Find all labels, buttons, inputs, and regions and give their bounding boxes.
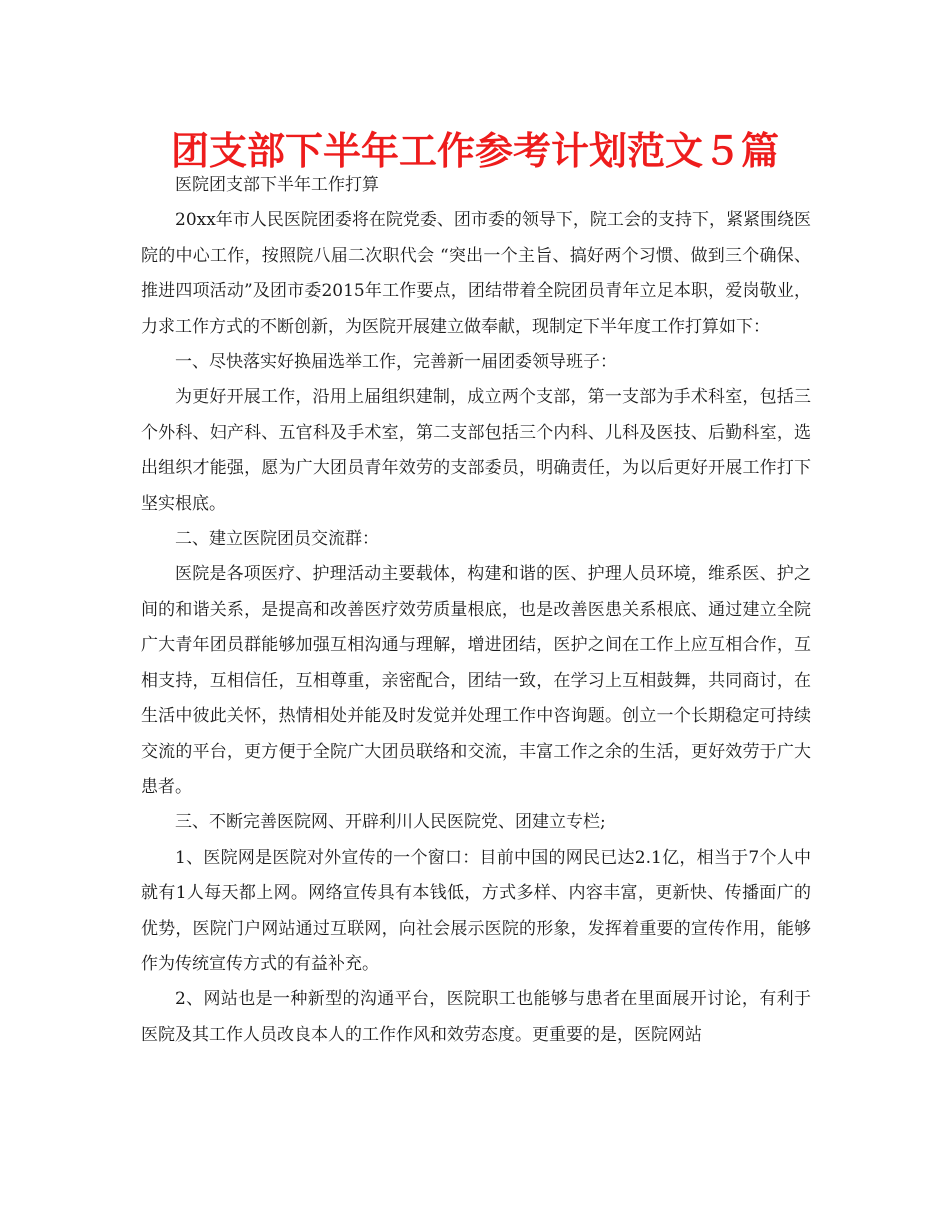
paragraph: 20xx年市人民医院团委将在院党委、团市委的领导下，院工会的支持下，紧紧围绕医院的中心工作，按照院八届二次职代会 “突出一个主旨、搞好两个习惯、做到三个确保、推进四项活动”及团市委2015年工作要点，团结带着全院团员青年立足本职，爱岗敬业，力求工作方式的不断创新，为医院开展建立做奉献，现制定下半年度工作打算如下： [141, 210, 811, 337]
paragraph: 医院是各项医疗、护理活动主要载体，构建和谐的医、护理人员环境，维系医、护之间的和谐关系，是提高和改善医疗效劳质量根底，也是改善医患关系根底、通过建立全院广大青年团员群能够加强互相沟通与理解，增进团结，医护之间在工作上应互相合作，互相支持，互相信任，互相尊重，亲密配合，团结一致，在学习上互相鼓舞，共同商讨，在生活中彼此关怀，热情相处并能及时发觉并处理工作中咨询题。创立一个长期稳定可持续交流的平台，更方便于全院广大团员联络和交流，丰富工作之余的生活，更好效劳于广大患者。 [141, 564, 811, 797]
paragraph: 三、不断完善医院网、开辟利川人民医院党、团建立专栏; [175, 812, 606, 833]
document-title: 团支部下半年工作参考计划范文５篇 [170, 129, 779, 173]
document-body [141, 168, 811, 1053]
paragraph: 2、网站也是一种新型的沟通平台，医院职工也能够与患者在里面展开讨论，有利于医院及其工作人员改良本人的工作作风和效劳态度。更重要的是，医院网站 [141, 989, 811, 1045]
paragraph: 一、尽快落实好换届选举工作，完善新一届团委领导班子： [175, 352, 617, 373]
paragraph: 为更好开展工作，沿用上届组织建制，成立两个支部，第一支部为手术科室，包括三个外科、妇产科、五官科及手术室，第二支部包括三个内科、儿科及医技、后勤科室，选出组织才能强，愿为广大团员青年效劳的支部委员，明确责任，为以后更好开展工作打下坚实根底。 [141, 387, 811, 514]
paragraph: 1、医院网是医院对外宣传的一个窗口：目前中国的网民已达2.1亿，相当于7个人中就有1人每天都上网。网络宣传具有本钱低，方式多样、内容丰富，更新快、传播面广的优势，医院门户网站通过互联网，向社会展示医院的形象，发挥着重要的宣传作用，能够作为传统宣传方式的有益补充。 [141, 847, 811, 974]
paragraph: 二、建立医院团员交流群： [175, 529, 379, 550]
paragraph: 医院团支部下半年工作打算 [175, 175, 379, 195]
